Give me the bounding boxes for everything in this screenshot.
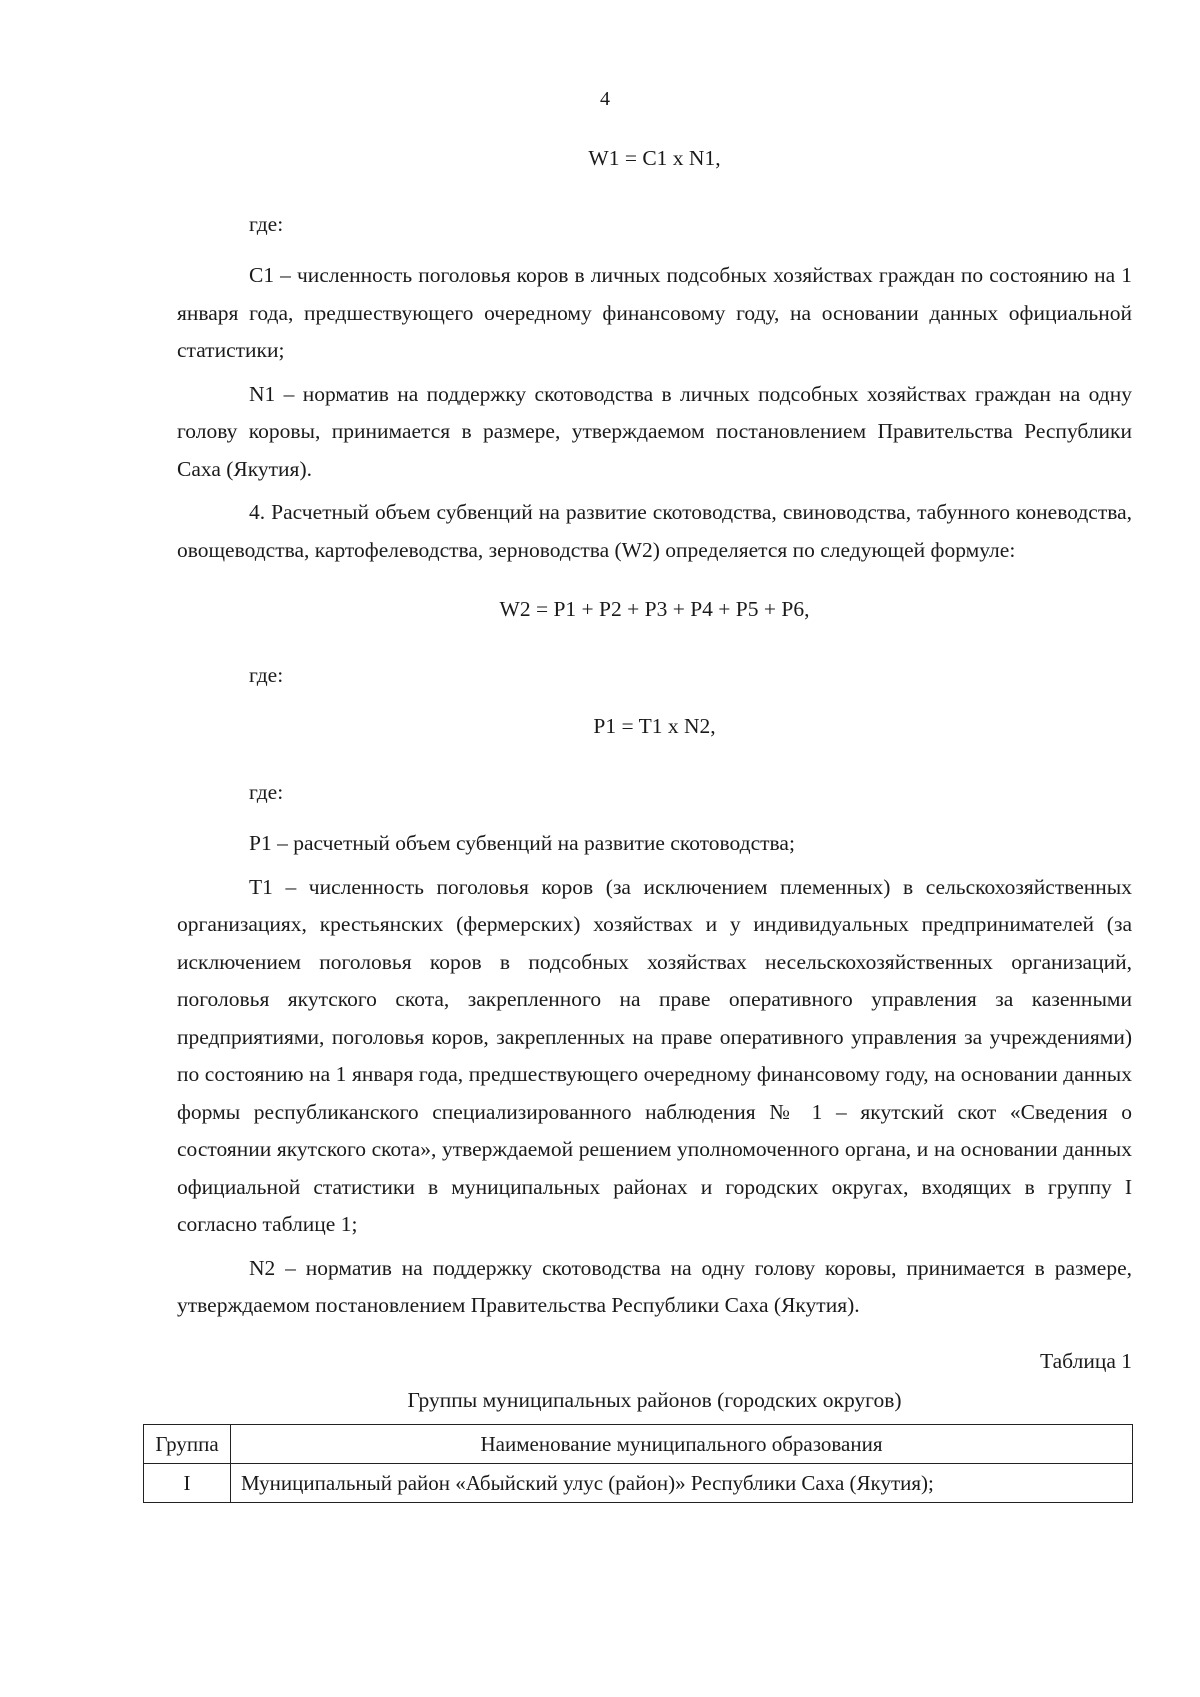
- page-number: 4: [600, 88, 610, 110]
- paragraph-n2: N2 – норматив на поддержку скотоводства на одну голову коровы, принимается в размере, утверждаемом постановлением Правительства Республики Саха (Якутия).: [177, 1255, 1132, 1317]
- paragraph-4: 4. Расчетный объем субвенций на развитие скотоводства, свиноводства, табунного коневодства, овощеводства, картофелеводства, зерноводства (W2) определяется по следующей формуле:: [177, 500, 1132, 562]
- table-header-row: [144, 1424, 1133, 1463]
- where-label-2: где:: [249, 662, 284, 687]
- formula-w1: W1 = C1 x N1,: [588, 146, 721, 170]
- cell-municipality-name: Муниципальный район «Абыйский улус (район)» Республики Саха (Якутия);: [231, 1463, 1133, 1502]
- where-label-1: где:: [249, 211, 284, 236]
- table-number: Таблица 1: [1040, 1348, 1132, 1373]
- table-row: [144, 1463, 1133, 1502]
- table-title: Группы муниципальных районов (городских округов): [407, 1388, 902, 1412]
- paragraph-n1: N1 – норматив на поддержку скотоводства в личных подсобных хозяйствах граждан на одну голову коровы, принимается в размере, утверждаемом постановлением Правительства Республики Саха (Якутия).: [177, 381, 1132, 481]
- paragraph-c1: C1 – численность поголовья коров в личных подсобных хозяйствах граждан по состоянию на 1 января года, предшествующего очередному финансовому году, на основании данных официальной статистики;: [177, 263, 1132, 362]
- paragraph-t1: T1 – численность поголовья коров (за исключением племенных) в сельскохозяйственных организациях, крестьянских (фермерских) хозяйствах и у индивидуальных предпринимателей (за исключением поголовья коров в подсобных хозяйствах несельскохозяйственных организаций, поголовья якутского скота, закрепленного на праве оперативного управления за казенными предприятиями, поголовья коров, закрепленных на праве оперативного управления за учреждениями) по состоянию на 1 января года, предшествующего очередному финансовому году, на основании данных формы республиканского специализированного наблюдения № 1 – якутский скот «Сведения о состоянии якутского скота», утверждаемой решением уполномоченного органа, и на основании данных официальной статистики в муниципальных районах и городских округах, входящих в группу I согласно таблице 1;: [177, 874, 1132, 1236]
- municipal-groups-table: [143, 1424, 1133, 1503]
- header-municipality-name: Наименование муниципального образования: [231, 1424, 1133, 1463]
- paragraph-p1: P1 – расчетный объем субвенций на развитие скотоводства;: [249, 831, 795, 855]
- header-group: Группа: [144, 1424, 231, 1463]
- cell-group: I: [144, 1463, 231, 1502]
- document-body: [155, 140, 1132, 1503]
- formula-p1: P1 = T1 x N2,: [593, 714, 716, 738]
- formula-w2: W2 = P1 + P2 + P3 + P4 + P5 + P6,: [499, 597, 810, 621]
- where-label-3: где:: [249, 779, 284, 804]
